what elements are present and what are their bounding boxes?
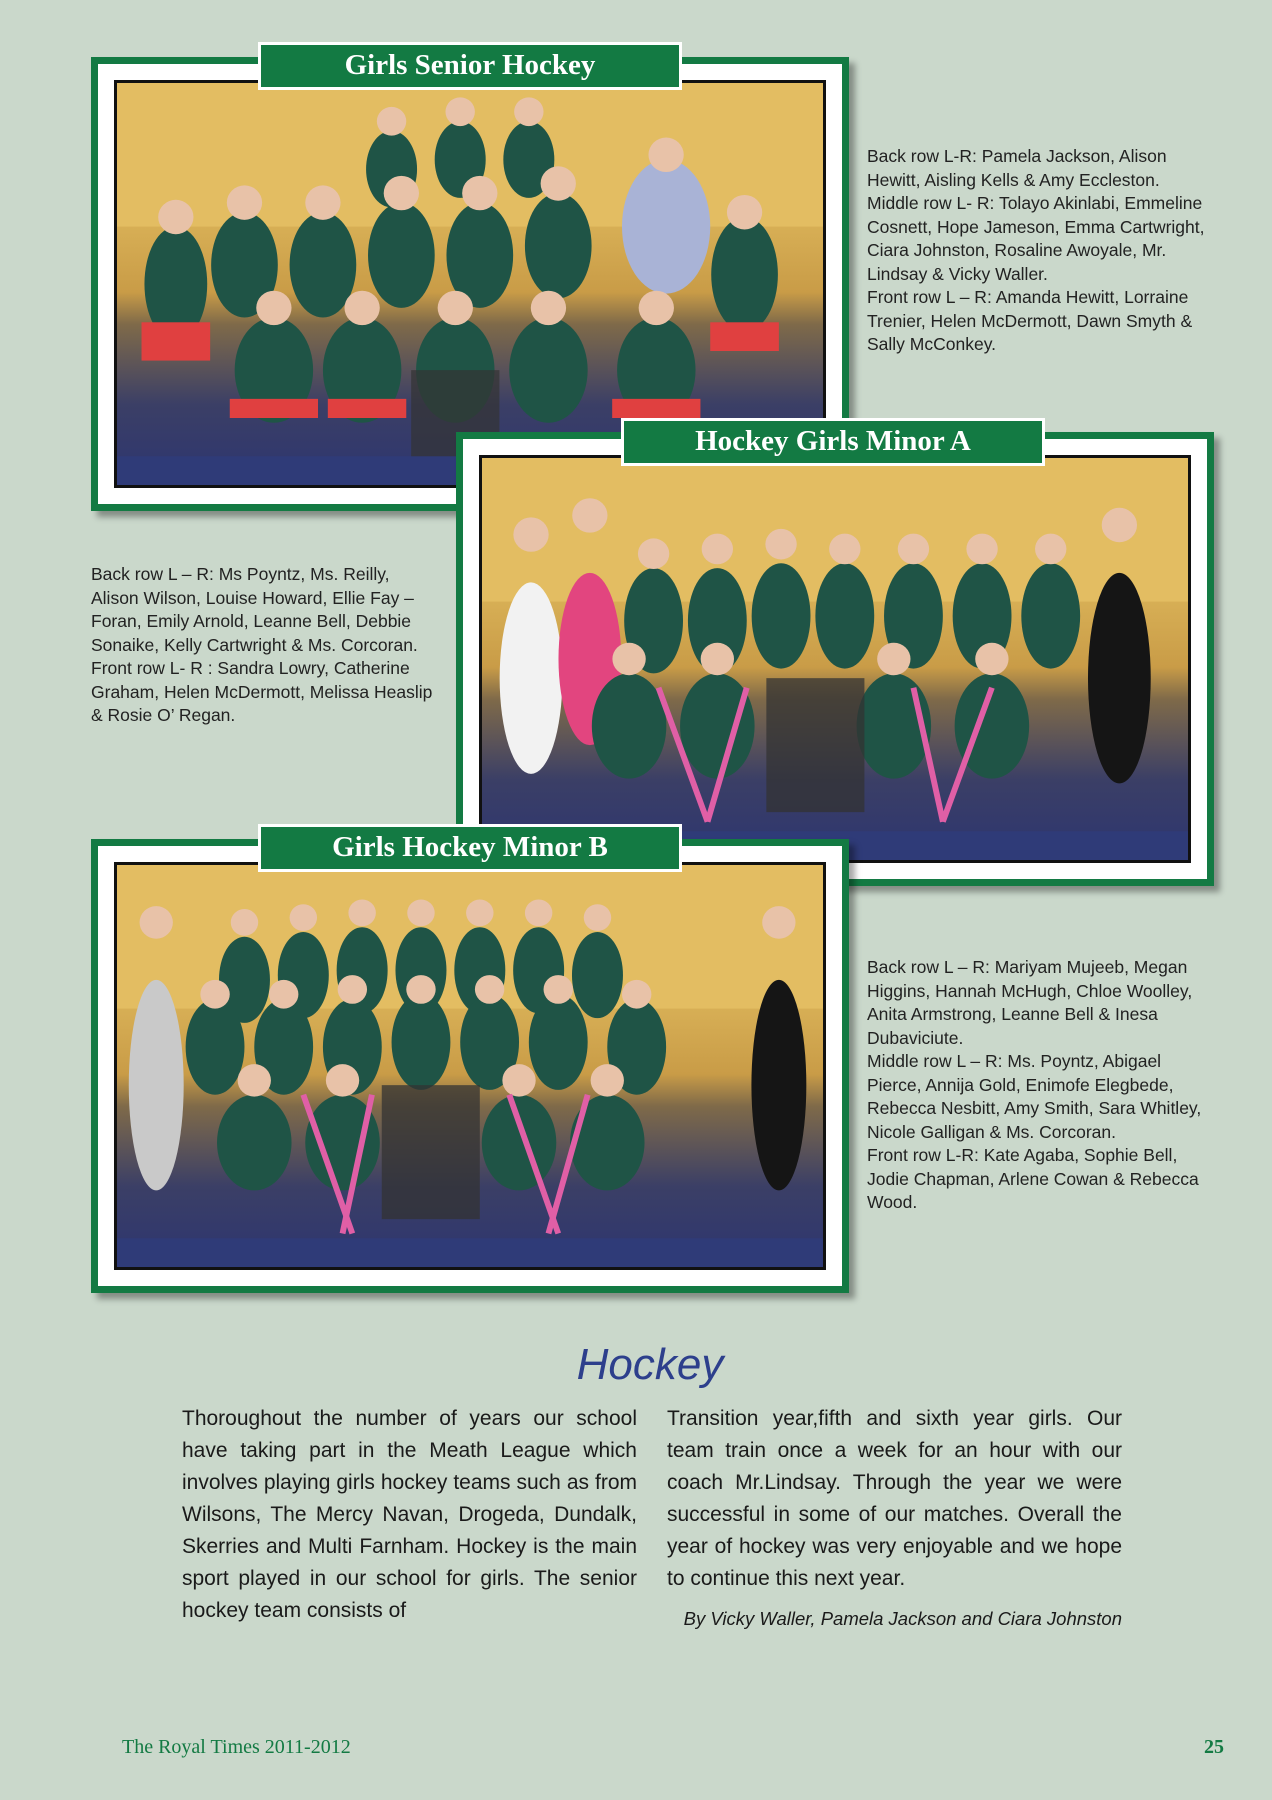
title-girls-senior-hockey: Girls Senior Hockey xyxy=(258,42,682,90)
title-girls-hockey-minor-b: Girls Hockey Minor B xyxy=(258,824,682,872)
caption-minor-b-front-row: Front row L-R: Kate Agaba, Sophie Bell, Jodie Chapman, Arlene Cowan & Rebecca Wood. xyxy=(867,1145,1199,1212)
caption-senior-middle-row: Middle row L- R: Tolayo Akinlabi, Emmeline Cosnett, Hope Jameson, Emma Cartwright, Ciara Johnston, Rosaline Awoyale, Mr. Lindsay & Vicky Waller. xyxy=(867,193,1205,284)
caption-senior-back-row: Back row L-R: Pamela Jackson, Alison Hewitt, Aisling Kells & Amy Eccleston. xyxy=(867,146,1167,190)
article-column-2: Transition year,fifth and sixth year girls. Our team train once a week for an hour with our coach Mr.Lindsay. Through the year we were successful in some of our matches. Overall the year of hockey was very enjoyable and we hope to continue this next year. xyxy=(667,1407,1122,1590)
caption-senior-front-row: Front row L – R: Amanda Hewitt, Lorraine Trenier, Helen McDermott, Dawn Smyth & Sally McConkey. xyxy=(867,287,1193,354)
caption-senior xyxy=(867,145,1217,357)
title-hockey-girls-minor-a: Hockey Girls Minor A xyxy=(621,418,1045,466)
photo-frame-minor-b xyxy=(91,839,849,1293)
article-column-1: Thoroughout the number of years our school have taking part in the Meath League which involves playing girls hockey teams such as from Wilsons, The Mercy Navan, Drogeda, Dundalk, Skerries and Multi Farnham. Hockey is the main sport played in our school for girls. The senior hockey team consists of xyxy=(182,1407,637,1622)
photo-frame-minor-a xyxy=(456,432,1214,886)
article-byline: By Vicky Waller, Pamela Jackson and Ciara Johnston xyxy=(683,1608,1122,1629)
article-title: Hockey xyxy=(576,1340,724,1389)
caption-minor-a xyxy=(91,563,441,728)
team-photo-minor-a xyxy=(479,455,1191,863)
caption-minor-b xyxy=(867,956,1217,1215)
caption-minor-a-front-row: Front row L- R : Sandra Lowry, Catherine Graham, Helen McDermott, Melissa Heaslip & Rosie O’ Regan. xyxy=(91,658,433,725)
footer-page-number: 25 xyxy=(1204,1736,1224,1758)
caption-minor-a-back-row: Back row L – R: Ms Poyntz, Ms. Reilly, Alison Wilson, Louise Howard, Ellie Fay – Foran, Emily Arnold, Leanne Bell, Debbie Sonaike, Kelly Cartwright & Ms. Corcoran. xyxy=(91,564,418,655)
footer-publication: The Royal Times 2011-2012 xyxy=(122,1736,351,1758)
team-photo-minor-b xyxy=(114,862,826,1270)
caption-minor-b-middle-row: Middle row L – R: Ms. Poyntz, Abigael Pierce, Annija Gold, Enimofe Elegbede, Rebecca Nesbitt, Amy Smith, Sara Whitley, Nicole Galligan & Ms. Corcoran. xyxy=(867,1051,1202,1142)
caption-minor-b-back-row: Back row L – R: Mariyam Mujeeb, Megan Higgins, Hannah McHugh, Chloe Woolley, Anita Armstrong, Leanne Bell & Inesa Dubaviciute. xyxy=(867,957,1193,1048)
